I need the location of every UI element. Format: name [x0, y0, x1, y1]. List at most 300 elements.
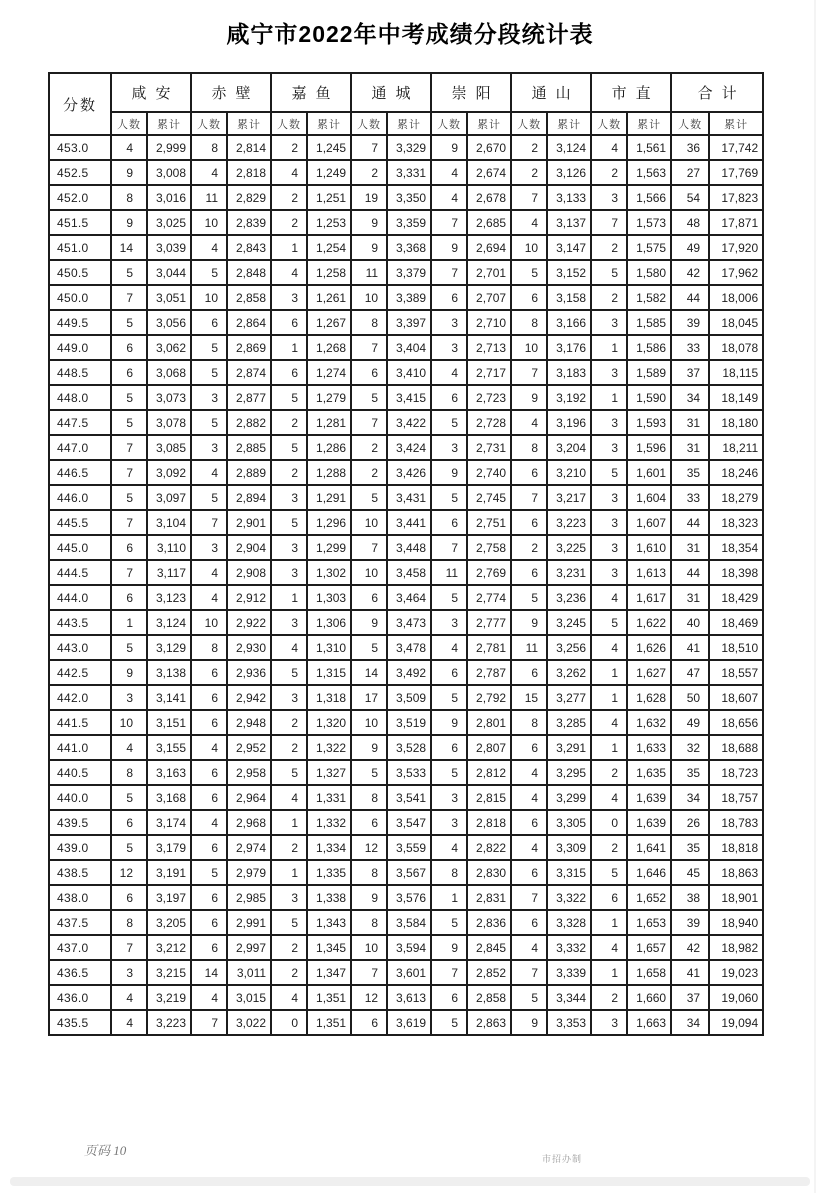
cumulative-cell: 18,398 — [709, 560, 763, 585]
cumulative-cell: 3,129 — [147, 635, 191, 660]
cumulative-cell: 1,589 — [627, 360, 671, 385]
cumulative-cell: 1,646 — [627, 860, 671, 885]
cumulative-cell: 2,758 — [467, 535, 511, 560]
count-cell: 1 — [271, 860, 307, 885]
cumulative-cell: 3,062 — [147, 335, 191, 360]
score-cell: 436.5 — [49, 960, 111, 985]
cumulative-cell: 1,639 — [627, 785, 671, 810]
cumulative-cell: 3,016 — [147, 185, 191, 210]
region-header-4: 崇阳 — [431, 73, 511, 112]
cumulative-cell: 2,670 — [467, 135, 511, 160]
count-cell: 7 — [111, 435, 147, 460]
count-cell: 49 — [671, 235, 709, 260]
count-cell: 3 — [431, 810, 467, 835]
count-cell: 9 — [111, 660, 147, 685]
cumulative-cell: 3,299 — [547, 785, 591, 810]
count-cell: 8 — [111, 910, 147, 935]
count-cell: 9 — [351, 235, 387, 260]
count-cell: 4 — [591, 585, 627, 610]
cumulative-cell: 1,586 — [627, 335, 671, 360]
cumulative-cell: 1,585 — [627, 310, 671, 335]
count-cell: 5 — [271, 910, 307, 935]
count-cell: 3 — [111, 685, 147, 710]
cumulative-cell: 3,379 — [387, 260, 431, 285]
count-cell: 2 — [591, 835, 627, 860]
count-cell: 6 — [431, 285, 467, 310]
count-cell: 42 — [671, 260, 709, 285]
count-cell: 5 — [191, 485, 227, 510]
cumulative-cell: 1,296 — [307, 510, 351, 535]
cumulative-cell: 18,940 — [709, 910, 763, 935]
cumulative-cell: 1,627 — [627, 660, 671, 685]
score-cell: 448.0 — [49, 385, 111, 410]
score-column-header: 分数 — [49, 73, 111, 135]
count-cell: 2 — [271, 935, 307, 960]
count-cell: 2 — [271, 835, 307, 860]
table-row — [49, 1010, 763, 1035]
cumulative-cell: 1,607 — [627, 510, 671, 535]
cumulative-cell: 2,787 — [467, 660, 511, 685]
table-row — [49, 985, 763, 1010]
cumulative-cell: 18,006 — [709, 285, 763, 310]
cumulative-cell: 2,845 — [467, 935, 511, 960]
table-row — [49, 360, 763, 385]
cumulative-cell: 3,212 — [147, 935, 191, 960]
cumulative-cell: 3,329 — [387, 135, 431, 160]
count-cell: 7 — [351, 535, 387, 560]
cumulative-cell: 2,812 — [467, 760, 511, 785]
cumulative-cell: 2,843 — [227, 235, 271, 260]
count-cell: 2 — [511, 160, 547, 185]
count-cell: 17 — [351, 685, 387, 710]
count-cell: 37 — [671, 985, 709, 1010]
cumulative-cell: 2,877 — [227, 385, 271, 410]
count-cell: 10 — [351, 285, 387, 310]
count-cell: 4 — [191, 810, 227, 835]
cumulative-cell: 3,155 — [147, 735, 191, 760]
count-cell: 5 — [431, 410, 467, 435]
cumulative-cell: 3,410 — [387, 360, 431, 385]
count-cell: 2 — [351, 460, 387, 485]
score-cell: 452.5 — [49, 160, 111, 185]
score-cell: 436.0 — [49, 985, 111, 1010]
cumulative-cell: 1,653 — [627, 910, 671, 935]
count-cell: 4 — [191, 235, 227, 260]
score-cell: 450.0 — [49, 285, 111, 310]
cumulative-cell: 2,685 — [467, 210, 511, 235]
count-cell: 8 — [351, 910, 387, 935]
count-cell: 9 — [511, 1010, 547, 1035]
count-cell: 4 — [431, 185, 467, 210]
count-cell: 5 — [111, 835, 147, 860]
cumulative-cell: 2,958 — [227, 760, 271, 785]
page-number: 页码 10 — [84, 1143, 127, 1158]
count-cell: 6 — [191, 760, 227, 785]
count-cell: 9 — [511, 385, 547, 410]
cumulative-cell: 1,315 — [307, 660, 351, 685]
count-cell: 1 — [271, 810, 307, 835]
cumulative-cell: 1,604 — [627, 485, 671, 510]
cumulative-cell: 3,567 — [387, 860, 431, 885]
cumulative-cell: 3,204 — [547, 435, 591, 460]
count-cell: 3 — [271, 885, 307, 910]
count-cell: 2 — [271, 210, 307, 235]
cumulative-cell: 3,601 — [387, 960, 431, 985]
cumulative-cell: 3,151 — [147, 710, 191, 735]
cumulative-cell: 3,339 — [547, 960, 591, 985]
cumulative-cell: 3,015 — [227, 985, 271, 1010]
cumulative-cell: 2,936 — [227, 660, 271, 685]
cumulative-cell: 2,713 — [467, 335, 511, 360]
count-cell: 5 — [431, 910, 467, 935]
cumulative-cell: 18,607 — [709, 685, 763, 710]
count-cell: 31 — [671, 535, 709, 560]
cumulative-cell: 3,210 — [547, 460, 591, 485]
count-cell: 6 — [191, 835, 227, 860]
count-cell: 6 — [111, 335, 147, 360]
cumulative-cell: 2,952 — [227, 735, 271, 760]
score-cell: 446.5 — [49, 460, 111, 485]
count-cell: 12 — [351, 985, 387, 1010]
table-row — [49, 560, 763, 585]
cumulative-cell: 2,807 — [467, 735, 511, 760]
count-cell: 42 — [671, 935, 709, 960]
cumulative-cell: 3,124 — [547, 135, 591, 160]
cumulative-cell: 18,045 — [709, 310, 763, 335]
count-cell: 8 — [351, 785, 387, 810]
cumulative-cell: 1,338 — [307, 885, 351, 910]
count-cell: 5 — [351, 760, 387, 785]
cumulative-cell: 2,769 — [467, 560, 511, 585]
count-cell: 5 — [511, 985, 547, 1010]
count-cell: 6 — [351, 585, 387, 610]
count-cell: 2 — [271, 135, 307, 160]
cumulative-cell: 1,254 — [307, 235, 351, 260]
count-cell: 2 — [351, 435, 387, 460]
count-cell: 44 — [671, 285, 709, 310]
cumulative-cell: 3,309 — [547, 835, 591, 860]
count-cell: 35 — [671, 760, 709, 785]
count-cell: 4 — [191, 460, 227, 485]
count-cell: 4 — [431, 835, 467, 860]
count-cell: 10 — [351, 510, 387, 535]
count-cell: 9 — [111, 210, 147, 235]
count-cell: 3 — [591, 410, 627, 435]
count-cell: 8 — [511, 310, 547, 335]
table-row — [49, 610, 763, 635]
cumulative-cell: 17,920 — [709, 235, 763, 260]
cumulative-cell: 2,997 — [227, 935, 271, 960]
cumulative-cell: 3,509 — [387, 685, 431, 710]
cumulative-cell: 18,354 — [709, 535, 763, 560]
count-cell: 7 — [511, 885, 547, 910]
count-cell: 49 — [671, 710, 709, 735]
count-cell: 11 — [431, 560, 467, 585]
count-cell: 3 — [591, 510, 627, 535]
score-cell: 439.0 — [49, 835, 111, 860]
cumulative-cell: 3,353 — [547, 1010, 591, 1035]
count-cell: 5 — [111, 485, 147, 510]
cumulative-cell: 2,745 — [467, 485, 511, 510]
count-cell: 7 — [351, 335, 387, 360]
cumulative-cell: 3,541 — [387, 785, 431, 810]
count-cell: 3 — [591, 1010, 627, 1035]
count-cell: 5 — [351, 635, 387, 660]
cumulative-cell: 1,628 — [627, 685, 671, 710]
cumulative-cell: 3,262 — [547, 660, 591, 685]
count-cell: 3 — [591, 535, 627, 560]
count-cell: 1 — [271, 585, 307, 610]
count-cell: 3 — [431, 335, 467, 360]
cumulative-cell: 3,415 — [387, 385, 431, 410]
cumulative-cell: 18,246 — [709, 460, 763, 485]
count-cell: 5 — [111, 310, 147, 335]
count-cell: 8 — [111, 760, 147, 785]
table-row — [49, 410, 763, 435]
count-cell: 5 — [591, 610, 627, 635]
count-cell: 5 — [431, 585, 467, 610]
cumulative-cell: 1,345 — [307, 935, 351, 960]
score-cell: 444.0 — [49, 585, 111, 610]
cumulative-cell: 2,781 — [467, 635, 511, 660]
count-cell: 6 — [511, 460, 547, 485]
table-row — [49, 385, 763, 410]
cumulative-cell: 2,882 — [227, 410, 271, 435]
cumulative-cell: 18,901 — [709, 885, 763, 910]
count-cell: 35 — [671, 460, 709, 485]
count-cell: 34 — [671, 385, 709, 410]
cumulative-cell: 2,999 — [147, 135, 191, 160]
cumulative-cell: 2,814 — [227, 135, 271, 160]
count-cell: 6 — [351, 1010, 387, 1035]
cumulative-cell: 2,864 — [227, 310, 271, 335]
table-body — [49, 135, 763, 1035]
cumulative-cell: 3,183 — [547, 360, 591, 385]
table-header — [49, 73, 763, 135]
count-cell: 1 — [111, 610, 147, 635]
cumulative-cell: 1,635 — [627, 760, 671, 785]
score-cell: 449.5 — [49, 310, 111, 335]
count-cell: 2 — [271, 960, 307, 985]
count-cell: 32 — [671, 735, 709, 760]
cumulative-cell: 1,652 — [627, 885, 671, 910]
count-cell: 1 — [591, 660, 627, 685]
count-cell: 4 — [591, 785, 627, 810]
cumulative-subheader: 累计 — [467, 112, 511, 135]
count-cell: 6 — [271, 310, 307, 335]
cumulative-cell: 3,197 — [147, 885, 191, 910]
cumulative-cell: 1,633 — [627, 735, 671, 760]
count-cell: 0 — [591, 810, 627, 835]
cumulative-cell: 19,094 — [709, 1010, 763, 1035]
cumulative-cell: 18,783 — [709, 810, 763, 835]
cumulative-cell: 3,547 — [387, 810, 431, 835]
cumulative-cell: 1,563 — [627, 160, 671, 185]
count-cell: 12 — [111, 860, 147, 885]
page-right-edge — [814, 0, 816, 1193]
count-cell: 8 — [351, 310, 387, 335]
count-cell: 9 — [351, 885, 387, 910]
cumulative-cell: 18,115 — [709, 360, 763, 385]
count-cell: 6 — [111, 360, 147, 385]
cumulative-cell: 1,632 — [627, 710, 671, 735]
count-cell: 6 — [511, 735, 547, 760]
horizontal-scrollbar[interactable] — [10, 1177, 810, 1186]
cumulative-cell: 1,658 — [627, 960, 671, 985]
cumulative-cell: 2,922 — [227, 610, 271, 635]
score-cell: 440.5 — [49, 760, 111, 785]
cumulative-subheader: 累计 — [627, 112, 671, 135]
count-cell: 4 — [111, 985, 147, 1010]
cumulative-cell: 2,694 — [467, 235, 511, 260]
cumulative-cell: 18,757 — [709, 785, 763, 810]
cumulative-cell: 3,613 — [387, 985, 431, 1010]
cumulative-cell: 19,060 — [709, 985, 763, 1010]
cumulative-cell: 3,225 — [547, 535, 591, 560]
table-row — [49, 810, 763, 835]
cumulative-cell: 3,223 — [547, 510, 591, 535]
cumulative-cell: 3,137 — [547, 210, 591, 235]
count-cell: 4 — [591, 635, 627, 660]
count-cell: 9 — [431, 935, 467, 960]
cumulative-cell: 3,368 — [387, 235, 431, 260]
count-cell: 5 — [111, 635, 147, 660]
count-cell: 6 — [431, 510, 467, 535]
cumulative-cell: 3,068 — [147, 360, 191, 385]
score-cell: 453.0 — [49, 135, 111, 160]
cumulative-cell: 3,305 — [547, 810, 591, 835]
count-cell: 41 — [671, 635, 709, 660]
count-cell: 5 — [191, 860, 227, 885]
count-cell: 8 — [191, 135, 227, 160]
count-cell: 7 — [511, 360, 547, 385]
region-header-6: 市直 — [591, 73, 671, 112]
cumulative-cell: 1,322 — [307, 735, 351, 760]
table-row — [49, 760, 763, 785]
cumulative-cell: 3,576 — [387, 885, 431, 910]
cumulative-cell: 3,152 — [547, 260, 591, 285]
count-cell: 31 — [671, 585, 709, 610]
cumulative-cell: 18,279 — [709, 485, 763, 510]
cumulative-cell: 3,441 — [387, 510, 431, 535]
cumulative-cell: 3,426 — [387, 460, 431, 485]
count-cell: 6 — [111, 810, 147, 835]
cumulative-cell: 1,274 — [307, 360, 351, 385]
cumulative-cell: 2,852 — [467, 960, 511, 985]
cumulative-cell: 3,478 — [387, 635, 431, 660]
cumulative-cell: 1,331 — [307, 785, 351, 810]
cumulative-cell: 1,660 — [627, 985, 671, 1010]
count-cell: 6 — [191, 710, 227, 735]
count-cell: 2 — [591, 160, 627, 185]
count-cell: 9 — [511, 610, 547, 635]
count-cell: 36 — [671, 135, 709, 160]
cumulative-cell: 3,236 — [547, 585, 591, 610]
cumulative-cell: 2,678 — [467, 185, 511, 210]
cumulative-cell: 3,097 — [147, 485, 191, 510]
cumulative-cell: 2,964 — [227, 785, 271, 810]
count-cell: 6 — [111, 535, 147, 560]
count-cell: 31 — [671, 435, 709, 460]
cumulative-cell: 2,942 — [227, 685, 271, 710]
count-subheader: 人数 — [591, 112, 627, 135]
count-cell: 5 — [271, 435, 307, 460]
count-cell: 8 — [111, 185, 147, 210]
cumulative-cell: 1,291 — [307, 485, 351, 510]
count-cell: 19 — [351, 185, 387, 210]
count-cell: 6 — [191, 885, 227, 910]
score-cell: 447.5 — [49, 410, 111, 435]
count-cell: 4 — [511, 210, 547, 235]
cumulative-cell: 1,657 — [627, 935, 671, 960]
count-cell: 4 — [191, 585, 227, 610]
cumulative-subheader: 累计 — [227, 112, 271, 135]
count-cell: 27 — [671, 160, 709, 185]
count-cell: 9 — [111, 160, 147, 185]
cumulative-cell: 3,141 — [147, 685, 191, 710]
table-row — [49, 635, 763, 660]
count-cell: 4 — [431, 360, 467, 385]
count-cell: 4 — [111, 135, 147, 160]
score-distribution-table — [48, 72, 764, 1036]
count-cell: 7 — [351, 410, 387, 435]
cumulative-cell: 17,962 — [709, 260, 763, 285]
count-cell: 11 — [191, 185, 227, 210]
cumulative-cell: 3,196 — [547, 410, 591, 435]
cumulative-cell: 3,117 — [147, 560, 191, 585]
count-cell: 2 — [511, 535, 547, 560]
count-cell: 4 — [591, 710, 627, 735]
table-row — [49, 310, 763, 335]
cumulative-cell: 2,901 — [227, 510, 271, 535]
count-subheader: 人数 — [431, 112, 467, 135]
count-cell: 6 — [431, 985, 467, 1010]
table-row — [49, 685, 763, 710]
score-cell: 435.5 — [49, 1010, 111, 1035]
score-cell: 443.0 — [49, 635, 111, 660]
cumulative-cell: 1,639 — [627, 810, 671, 835]
cumulative-cell: 3,158 — [547, 285, 591, 310]
count-cell: 2 — [591, 760, 627, 785]
cumulative-cell: 1,593 — [627, 410, 671, 435]
score-cell: 447.0 — [49, 435, 111, 460]
count-cell: 1 — [591, 735, 627, 760]
cumulative-cell: 3,176 — [547, 335, 591, 360]
cumulative-cell: 3,085 — [147, 435, 191, 460]
score-cell: 442.5 — [49, 660, 111, 685]
count-cell: 8 — [511, 435, 547, 460]
cumulative-cell: 1,566 — [627, 185, 671, 210]
count-cell: 6 — [591, 885, 627, 910]
count-cell: 4 — [511, 935, 547, 960]
cumulative-cell: 3,123 — [147, 585, 191, 610]
count-cell: 3 — [271, 560, 307, 585]
count-subheader: 人数 — [111, 112, 147, 135]
count-cell: 7 — [111, 560, 147, 585]
count-cell: 3 — [271, 685, 307, 710]
count-cell: 9 — [351, 610, 387, 635]
count-cell: 7 — [431, 960, 467, 985]
count-cell: 6 — [191, 310, 227, 335]
count-cell: 4 — [511, 835, 547, 860]
cumulative-cell: 2,815 — [467, 785, 511, 810]
score-cell: 446.0 — [49, 485, 111, 510]
count-cell: 12 — [351, 835, 387, 860]
cumulative-cell: 2,728 — [467, 410, 511, 435]
table-row — [49, 910, 763, 935]
cumulative-cell: 3,533 — [387, 760, 431, 785]
cumulative-cell: 3,424 — [387, 435, 431, 460]
